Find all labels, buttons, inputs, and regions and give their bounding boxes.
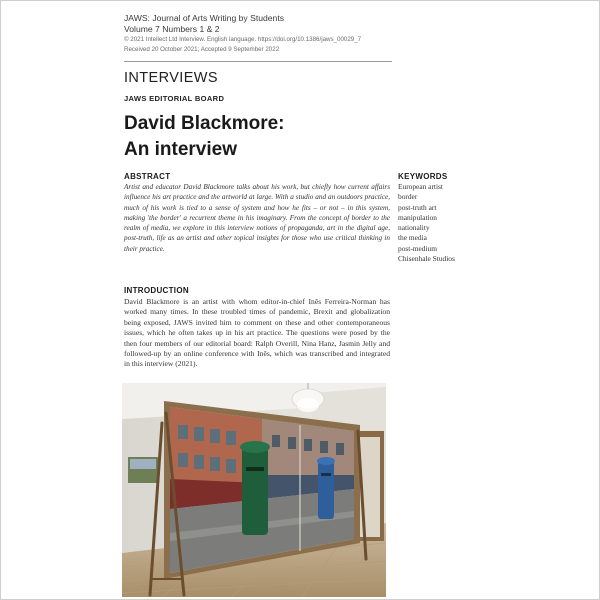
keyword-item: Chisenhale Studios <box>398 254 455 264</box>
article-title-line-1: David Blackmore: <box>124 113 285 134</box>
journal-title: JAWS: Journal of Arts Writing by Students <box>124 13 285 23</box>
keyword-item: manipulation <box>398 212 437 222</box>
received-dates: Received 20 October 2021; Accepted 9 September 2022 <box>124 46 280 53</box>
article-title-line-2: An interview <box>124 138 237 160</box>
article-title <box>124 111 394 162</box>
abstract-text: Artist and educator David Blackmore talks about his work, but chiefly how current affairs influence his art practice and the artworld at large. With a studio and an outdoors practice, much of his work is tied to a sense of system and how he fits – or not – in this system, making 'the border' a recurrent theme in his imaginary. From the concept of border to the realm of media, we explore in this interview notions of propaganda, art in the digital age, post-truth, life as an artist and other topical insights for those who use critical thinking in their practice. <box>124 183 390 253</box>
introduction-text: David Blackmore is an artist with whom editor-in-chief Inês Ferreira-Norman has worked many times. In these troubled times of pandemic, Brexit and globalization being exposed, JAWS invited him to comment on these and other contemporaneous issues, which he often takes up in his art practice. The questions were posed by the then four members of our editorial board: Ralph Overill, Nina Hanz, Jasmin Jelly and followed-up by an online conference with Inês, which was transcribed and integrated in this interview (2021). <box>124 297 390 369</box>
publisher-line: © 2021 Intellect Ltd Interview. English language. https://doi.org/10.1386/jaws_00029_7 <box>124 36 362 43</box>
keyword-item: post-medium <box>398 243 438 253</box>
green-postbox-shape <box>240 441 270 535</box>
gallery-installation-image <box>122 383 386 597</box>
keyword-item: post-truth art <box>398 202 437 212</box>
keyword-item: European artist <box>398 182 443 191</box>
keywords-list <box>398 182 455 264</box>
blue-postbox-shape <box>317 457 335 519</box>
journal-header <box>124 13 392 55</box>
keyword-item: nationality <box>398 223 430 233</box>
abstract-heading: ABSTRACT <box>124 172 171 181</box>
section-label: INTERVIEWS <box>124 70 218 86</box>
author-label: JAWS EDITORIAL BOARD <box>124 94 225 103</box>
journal-volume: Volume 7 Numbers 1 & 2 <box>124 24 220 34</box>
keywords-heading: KEYWORDS <box>398 172 448 181</box>
introduction-heading: INTRODUCTION <box>124 286 189 295</box>
keyword-item: the media <box>398 233 427 243</box>
gallery-photo <box>122 383 386 597</box>
keyword-item: border <box>398 192 418 202</box>
header-divider <box>124 61 392 62</box>
